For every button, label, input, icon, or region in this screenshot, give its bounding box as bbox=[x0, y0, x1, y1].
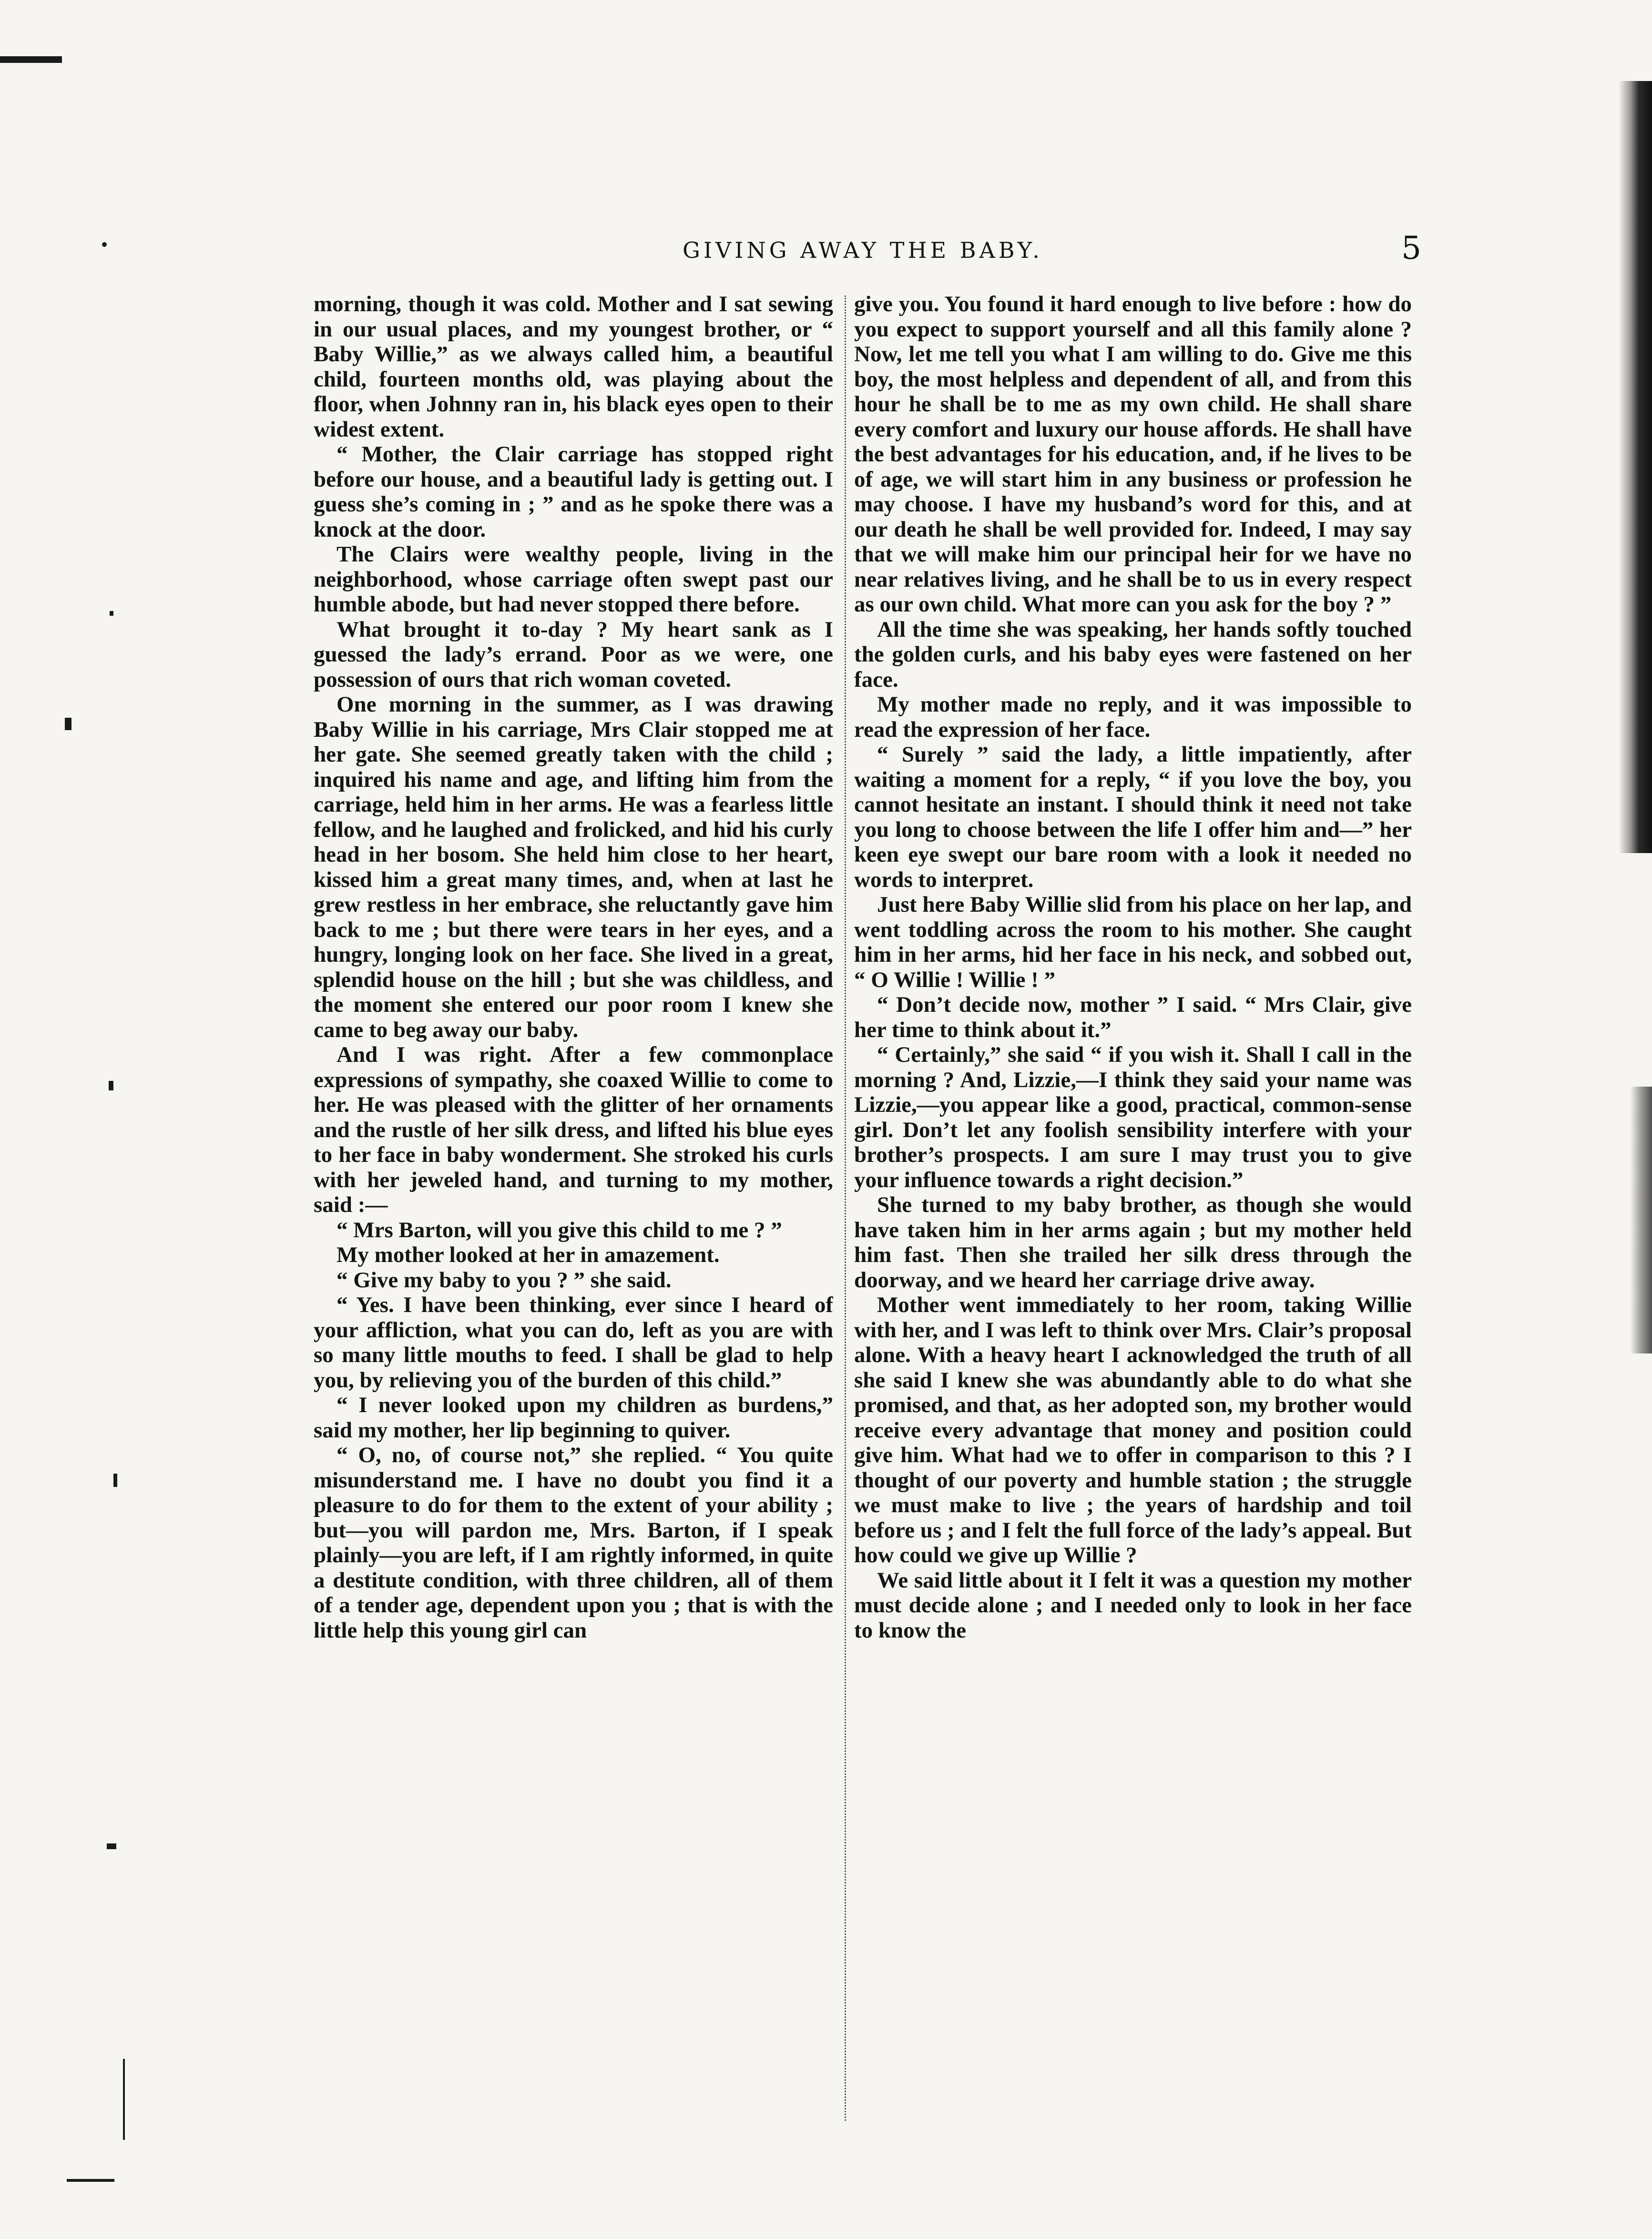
text-column-left bbox=[314, 292, 833, 2117]
page-number: 5 bbox=[1401, 230, 1421, 266]
scan-mark-left-6 bbox=[107, 1843, 116, 1849]
scan-mark-left-2 bbox=[110, 611, 113, 616]
paragraph: “ I never looked upon my children as burdens,” said my mother, her lip beginning to quiver. bbox=[314, 1393, 833, 1443]
paragraph: What brought it to-day ? My heart sank as I guessed the lady’s errand. Poor as we were, one possession of ours that rich woman coveted. bbox=[314, 617, 833, 692]
scan-mark-bottom-left-dash bbox=[67, 2179, 114, 2182]
scan-mark-left-1 bbox=[102, 242, 107, 247]
page-header bbox=[310, 230, 1421, 268]
paragraph: morning, though it was cold. Mother and I sat sewing in our usual places, and my youngest brother, or “ Baby Willie,” as we always called him, a beautiful child, fourteen months old, was playing about the floor, when Johnny ran in, his black eyes open to their widest extent. bbox=[314, 292, 833, 442]
paragraph: “ Mrs Barton, will you give this child to me ? ” bbox=[337, 1217, 782, 1242]
paragraph: All the time she was speaking, her hands softly touched the golden curls, and his baby eyes were fastened on her face. bbox=[854, 617, 1412, 692]
paragraph: Mother went immediately to her room, taking Willie with her, and I was left to think over Mrs. Clair’s proposal alone. With a heavy heart I acknowledged the truth of all she said I knew she was abundantly able to do what she promised, and that, as her adopted son, my brother would receive every advantage that money and position could give him. What had we to offer in comparison to this ? I thought of our poverty and humble station ; the struggle we must make to live ; the years of hardship and toil before us ; and I felt the full force of the lady’s appeal. But how could we give up Willie ? bbox=[854, 1293, 1412, 1567]
paragraph: give you. You found it hard enough to live before : how do you expect to support yourself and all this family alone ? Now, let me tell you what I am willing to do. Give me this boy, the most helpless and dependent of all, and from this hour he shall be to me as my own child. He shall share every comfort and luxury our house affords. He shall have the best advantages for his education, and, if he lives to be of age, we will start him in any business or profession he may choose. I have my husband’s word for this, and at our death he shall be well provided for. Indeed, I may say that we will make him our principal heir for we have no near relatives living, and he shall be to us in every respect as our own child. What more can you ask for the boy ? ” bbox=[854, 292, 1412, 617]
running-title: GIVING AWAY THE BABY. bbox=[683, 237, 1043, 263]
text-column-right bbox=[854, 292, 1412, 2117]
paragraph: She turned to my baby brother, as though she would have taken him in her arms again ; but my mother held him fast. Then she trailed her silk dress through the doorway, and we heard her carriage drive away. bbox=[854, 1192, 1412, 1293]
paragraph: We said little about it I felt it was a question my mother must decide alone ; and I needed only to look in her face to know the bbox=[854, 1567, 1412, 1643]
paragraph: “ Mother, the Clair carriage has stopped right before our house, and a beautiful lady is getting out. I guess she’s coming in ; ” and as he spoke there was a knock at the door. bbox=[314, 442, 833, 542]
scan-mark-left-3 bbox=[65, 718, 71, 730]
paragraph: “ Surely ” said the lady, a little impatiently, after waiting a moment for a reply, “ if you love the boy, you cannot hesitate an instant. I should think it need not take you long to choose between the life I offer him and—” her keen eye swept our bare room with a look it needed no words to interpret. bbox=[854, 742, 1412, 892]
paragraph: “ O, no, of course not,” she replied. “ You quite misunderstand me. I have no doubt you find it a pleasure to do for them to the extent of your ability ; but—you will pardon me, Mrs. Barton, if I speak plainly—you are left, if I am rightly informed, in quite a destitute condition, with three children, all of them of a tender age, dependent upon you ; that is with the little help this young girl can bbox=[314, 1443, 833, 1643]
scan-edge-shadow-middle bbox=[1630, 1087, 1652, 1354]
paragraph: Just here Baby Willie slid from his place on her lap, and went toddling across the room to his mother. She caught him in her arms, hid her face in his neck, and sobbed out, “ O Willie ! Willie ! ” bbox=[854, 892, 1412, 992]
paragraph: My mother looked at her in amazement. bbox=[337, 1242, 720, 1267]
paragraph: One morning in the summer, as I was drawing Baby Willie in his carriage, Mrs Clair stopped me at her gate. She seemed greatly taken with the child ; inquired his name and age, and lifting him from the carriage, held him in her arms. He was a fearless little fellow, and he laughed and frolicked, and hid his curly head in her bosom. She held him close to her heart, kissed him a great many times, and, when at last he grew restless in her embrace, she reluctantly gave him back to me ; but there were tears in her eyes, and a hungry, longing look on her face. She lived in a great, splendid house on the hill ; but she was childless, and the moment she entered our poor room I knew she came to beg away our baby. bbox=[314, 692, 833, 1042]
paragraph: “ Yes. I have been thinking, ever since I heard of your affliction, what you can do, left as you are with so many little mouths to feed. I shall be glad to help you, by relieving you of the burden of this child.” bbox=[314, 1293, 833, 1393]
scan-mark-left-5 bbox=[113, 1474, 117, 1487]
scan-mark-left-4 bbox=[109, 1081, 113, 1090]
scan-edge-shadow-top bbox=[1619, 81, 1652, 853]
paragraph: The Clairs were wealthy people, living in the neighborhood, whose carriage often swept past our humble abode, but had never stopped there before. bbox=[314, 542, 833, 617]
paragraph: “ Don’t decide now, mother ” I said. “ Mrs Clair, give her time to think about it.” bbox=[854, 992, 1412, 1042]
paragraph: “ Give my baby to you ? ” she said. bbox=[337, 1267, 672, 1293]
paragraph: And I was right. After a few commonplace expressions of sympathy, she coaxed Willie to come to her. He was pleased with the glitter of her ornaments and the rustle of her silk dress, and lifted his blue eyes to her face in baby wonderment. She stroked his curls with her jeweled hand, and turning to my mother, said :— bbox=[314, 1042, 833, 1217]
scan-mark-top-left bbox=[0, 56, 62, 63]
paragraph: My mother made no reply, and it was impossible to read the expression of her face. bbox=[854, 692, 1412, 742]
column-divider bbox=[845, 295, 846, 2121]
scan-mark-bottom-left-line bbox=[123, 2059, 125, 2140]
paragraph: “ Certainly,” she said “ if you wish it. Shall I call in the morning ? And, Lizzie,—I think they said your name was Lizzie,—you appear like a good, practical, common-sense girl. Don’t let any foolish sensibility interfere with your brother’s prospects. I am sure I may trust you to give your influence towards a right decision.” bbox=[854, 1042, 1412, 1192]
